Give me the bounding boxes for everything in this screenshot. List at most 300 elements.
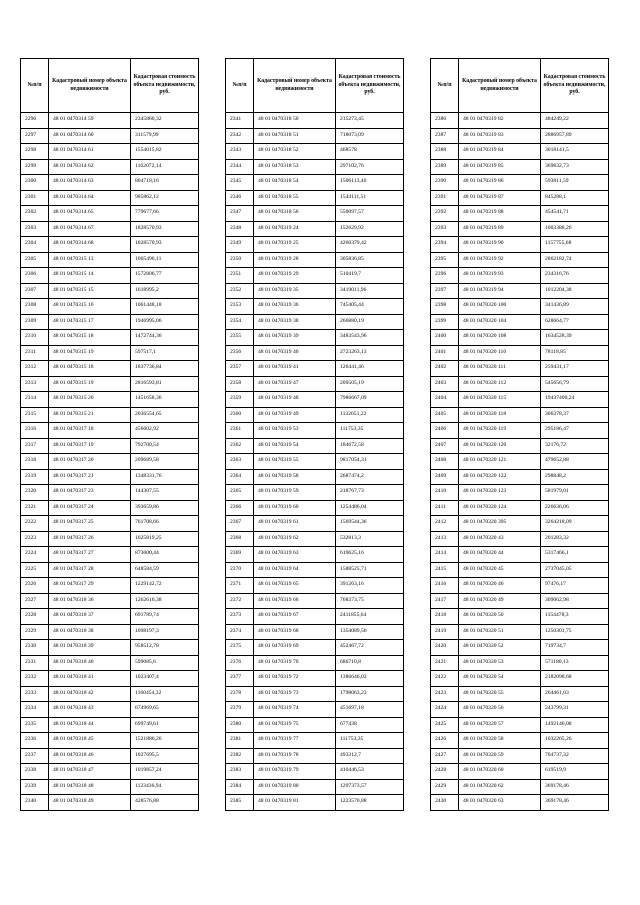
cadastral-value: 297102,76 [336,159,404,175]
cadastral-number: 48 01 0470320 108 [459,330,541,346]
row-number: 2350 [226,252,254,268]
table-row [431,500,609,516]
table-row [431,655,609,671]
table-row [21,469,199,485]
table-row [431,779,609,795]
cadastral-value: 745405,44 [336,299,404,315]
cadastral-value: 691789,74 [131,609,199,625]
row-number: 2358 [226,376,254,392]
table-row [226,640,404,656]
table-row [431,252,609,268]
cadastral-value: 1132651,22 [336,407,404,423]
cadastral-value: 1098197,3 [131,624,199,640]
cadastral-number: 48 01 0470319 85 [459,159,541,175]
cadastral-value: 1061448,18 [131,299,199,315]
row-number: 2386 [431,113,459,129]
row-number: 2338 [21,764,49,780]
row-number: 2405 [431,407,459,423]
table-row [431,206,609,222]
row-number: 2412 [431,516,459,532]
cadastral-value: 1828570,93 [131,237,199,253]
table-row [226,237,404,253]
table-row [431,221,609,237]
cadastral-number: 48 01 0470319 60 [254,500,336,516]
table-row [226,345,404,361]
table-row [431,376,609,392]
table-row [431,702,609,718]
table-row [226,454,404,470]
cadastral-number: 48 01 0470319 59 [254,485,336,501]
cadastral-value: 393659,86 [131,500,199,516]
table-row [226,113,404,129]
row-number: 2356 [226,345,254,361]
cadastral-value: 126441,46 [336,361,404,377]
row-number: 2417 [431,593,459,609]
cadastral-value: 184672,58 [336,438,404,454]
table-row [226,175,404,191]
cadastral-value: 1023407,4 [131,671,199,687]
row-number: 2397 [431,283,459,299]
cadastral-value: 768373,75 [336,593,404,609]
header-num: №п/п [226,59,254,113]
table-row [226,547,404,563]
cadastral-number: 48 01 0470319 93 [459,268,541,284]
cadastral-value: 958512,78 [131,640,199,656]
cadastral-value: 1472744,36 [131,330,199,346]
row-number: 2416 [431,578,459,594]
row-number: 2388 [431,144,459,160]
row-number: 2349 [226,237,254,253]
table-row [21,624,199,640]
cadastral-value: 369178,46 [541,795,609,811]
cadastral-value: 1506113,46 [336,175,404,191]
row-number: 2395 [431,252,459,268]
cadastral-number: 48 01 0470320 120 [459,438,541,454]
cadastral-value: 264461,03 [541,686,609,702]
row-number: 2425 [431,717,459,733]
row-number: 2403 [431,376,459,392]
cadastral-value: 306378,37 [541,407,609,423]
table-row [226,485,404,501]
table-row [226,159,404,175]
table-row [226,562,404,578]
cadastral-value: 295186,47 [541,423,609,439]
row-number: 2318 [21,454,49,470]
cadastral-value: 234316,76 [541,268,609,284]
table-row [21,407,199,423]
cadastral-value: 1569544,36 [336,516,404,532]
row-number: 2390 [431,175,459,191]
table-row [21,795,199,811]
row-number: 2402 [431,361,459,377]
table-row [226,438,404,454]
cadastral-value: 19437400,24 [541,392,609,408]
table-row [226,655,404,671]
table-row [21,733,199,749]
row-number: 2362 [226,438,254,454]
cadastral-value: 1554015,82 [131,144,199,160]
cadastral-value: 1828570,93 [131,221,199,237]
table-row [226,299,404,315]
row-number: 2344 [226,159,254,175]
table-row [431,113,609,129]
cadastral-value: 1019857,24 [131,764,199,780]
table-row [21,392,199,408]
cadastral-value: 719734,7 [541,640,609,656]
row-number: 2297 [21,128,49,144]
row-number: 2340 [21,795,49,811]
row-number: 2327 [21,593,49,609]
row-number: 2341 [226,113,254,129]
cadastral-value: 3018141,5 [541,144,609,160]
cadastral-number: 48 01 0470320 46 [459,578,541,594]
table-row [226,671,404,687]
cadastral-number: 48 01 0470319 40 [254,345,336,361]
table-row [226,779,404,795]
cadastral-value: 873600,44 [131,547,199,563]
table-row [226,795,404,811]
table-row [431,438,609,454]
table-row [226,407,404,423]
row-number: 2299 [21,159,49,175]
table-row [21,748,199,764]
row-number: 2383 [226,764,254,780]
row-number: 2304 [21,237,49,253]
cadastral-number: 48 01 0470318 37 [49,609,131,625]
cadastral-number: 48 01 0470320 121 [459,454,541,470]
row-number: 2343 [226,144,254,160]
table-row [21,640,199,656]
cadastral-value: 1348331,76 [131,469,199,485]
table-row [21,144,199,160]
cadastral-value: 1003388,26 [541,221,609,237]
cadastral-number: 48 01 0470320 53 [459,655,541,671]
row-number: 2333 [21,686,49,702]
row-number: 2351 [226,268,254,284]
row-number: 2361 [226,423,254,439]
cadastral-number: 48 01 0470319 72 [254,671,336,687]
cadastral-value: 1798063,23 [336,686,404,702]
table-row [226,578,404,594]
table-row [21,562,199,578]
cadastral-number: 48 01 0470315 19 [49,345,131,361]
table-row [431,175,609,191]
cadastral-number: 48 01 0470320 122 [459,469,541,485]
row-number: 2325 [21,562,49,578]
header-num: №п/п [431,59,459,113]
row-number: 2379 [226,702,254,718]
table-row [21,717,199,733]
cadastral-value: 2182098,68 [541,671,609,687]
cadastral-value: 1634528,39 [541,330,609,346]
cadastral-number: 48 01 0470315 18 [49,330,131,346]
cadastral-number: 48 01 0470319 88 [459,206,541,222]
row-number: 2298 [21,144,49,160]
row-number: 2311 [21,345,49,361]
cadastral-number: 48 01 0470320 110 [459,345,541,361]
cadastral-number: 48 01 0470314 63 [49,175,131,191]
cadastral-value: 2862182,74 [541,252,609,268]
cadastral-number: 48 01 0470318 48 [49,779,131,795]
cadastral-number: 48 01 0470318 45 [49,733,131,749]
cadastral-number: 48 01 0470318 52 [254,144,336,160]
table-row [431,407,609,423]
cadastral-value: 532813,3 [336,531,404,547]
table-row [21,376,199,392]
cadastral-number: 48 01 0470319 81 [254,795,336,811]
cadastral-number: 48 01 0470320 45 [459,562,541,578]
table-row [21,516,199,532]
header-cadastral-value: Кадастровая стоимость объекта недвижимости, руб. [131,59,199,113]
row-number: 2382 [226,748,254,764]
cadastral-number: 48 01 0470319 86 [459,175,541,191]
table-row [226,748,404,764]
row-number: 2377 [226,671,254,687]
cadastral-number: 48 01 0470317 20 [49,454,131,470]
row-number: 2316 [21,423,49,439]
cadastral-number: 48 01 0470314 62 [49,159,131,175]
row-number: 2387 [431,128,459,144]
table-row [431,454,609,470]
row-number: 2354 [226,314,254,330]
table-row [431,516,609,532]
cadastral-value: 2737045,05 [541,562,609,578]
row-number: 2360 [226,407,254,423]
cadastral-number: 48 01 0470319 62 [254,531,336,547]
table-row [21,578,199,594]
row-number: 2315 [21,407,49,423]
row-number: 2413 [431,531,459,547]
cadastral-number: 48 01 0470318 51 [254,128,336,144]
row-number: 2335 [21,717,49,733]
header-cadastral-number: Кадастровый номер объекта недвижимости [459,59,541,113]
cadastral-number: 48 01 0470320 104 [459,314,541,330]
row-number: 2337 [21,748,49,764]
cadastral-value: 78118,85 [541,345,609,361]
table-row [226,531,404,547]
cadastral-value: 5317466,1 [541,547,609,563]
row-number: 2324 [21,547,49,563]
cadastral-number: 48 01 0470314 67 [49,221,131,237]
cadastral-value: 599085,6 [131,655,199,671]
cadastral-number: 48 01 0470319 39 [254,330,336,346]
cadastral-number: 48 01 0470320 49 [459,593,541,609]
cadastral-number: 48 01 0470314 59 [49,113,131,129]
cadastral-value: 410446,53 [336,764,404,780]
cadastral-number: 48 01 0470320 59 [459,748,541,764]
row-number: 2321 [21,500,49,516]
cadastral-number: 48 01 0470319 63 [254,547,336,563]
table-row [226,733,404,749]
row-number: 2372 [226,593,254,609]
row-number: 2366 [226,500,254,516]
cadastral-value: 648584,59 [131,562,199,578]
cadastral-number: 48 01 0470320 55 [459,686,541,702]
table-row [226,268,404,284]
cadastral-number: 48 01 0470318 55 [254,190,336,206]
table-row [21,500,199,516]
table-row [21,330,199,346]
row-number: 2308 [21,299,49,315]
row-number: 2394 [431,237,459,253]
cadastral-value: 2687474,2 [336,469,404,485]
cadastral-number: 48 01 0470317 25 [49,516,131,532]
cadastral-number: 48 01 0470315 20 [49,392,131,408]
cadastral-value: 550097,57 [336,206,404,222]
cadastral-number: 48 01 0470319 66 [254,593,336,609]
row-number: 2398 [431,299,459,315]
row-number: 2302 [21,206,49,222]
cadastral-number: 48 01 0470319 64 [254,562,336,578]
cadastral-value: 674969,65 [131,702,199,718]
row-number: 2393 [431,221,459,237]
table-row [226,361,404,377]
cadastral-number: 48 01 0470319 55 [254,454,336,470]
cadastral-number: 48 01 0470319 83 [459,128,541,144]
cadastral-value: 1154478,3 [541,609,609,625]
cadastral-number: 48 01 0470314 68 [49,237,131,253]
cadastral-number: 48 01 0470319 35 [254,283,336,299]
row-number: 2389 [431,159,459,175]
cadastral-value: 111753,35 [336,733,404,749]
table-row [431,128,609,144]
cadastral-number: 48 01 0470320 63 [459,795,541,811]
row-number: 2334 [21,702,49,718]
table-row [21,593,199,609]
cadastral-number: 48 01 0470315 15 [49,283,131,299]
row-number: 2375 [226,640,254,656]
cadastral-value: 479652,88 [541,454,609,470]
row-number: 2406 [431,423,459,439]
row-number: 2329 [21,624,49,640]
table-row [21,485,199,501]
cadastral-value: 243799,31 [541,702,609,718]
cadastral-number: 48 01 0470319 54 [254,438,336,454]
cadastral-value: 1521886,26 [131,733,199,749]
cadastral-value: 259431,17 [541,361,609,377]
table-row [21,547,199,563]
table-row [431,485,609,501]
table-row [21,779,199,795]
table-row [21,438,199,454]
cadastral-number: 48 01 0470319 25 [254,237,336,253]
row-number: 2411 [431,500,459,516]
row-number: 2396 [431,268,459,284]
row-number: 2336 [21,733,49,749]
cadastral-value: 597517,1 [131,345,199,361]
row-number: 2427 [431,748,459,764]
cadastral-number: 48 01 0470319 73 [254,686,336,702]
cadastral-number: 48 01 0470314 61 [49,144,131,160]
table-row [21,237,199,253]
cadastral-number: 48 01 0470315 18 [49,361,131,377]
row-number: 2320 [21,485,49,501]
row-number: 2330 [21,640,49,656]
header-cadastral-number: Кадастровый номер объекта недвижимости [254,59,336,113]
cadastral-number: 48 01 0470320 124 [459,500,541,516]
cadastral-number: 48 01 0470318 43 [49,702,131,718]
cadastral-value: 7986667,09 [336,392,404,408]
cadastral-value: 201283,32 [541,531,609,547]
table-row [431,345,609,361]
cadastral-value: 97476,17 [541,578,609,594]
cadastral-value: 1544111,51 [336,190,404,206]
table-row [21,175,199,191]
cadastral-value: 1354089,56 [336,624,404,640]
table-row [21,671,199,687]
cadastral-number: 48 01 0470315 21 [49,407,131,423]
cadastral-value: 209505,19 [336,376,404,392]
row-number: 2373 [226,609,254,625]
cadastral-value: 1162072,14 [131,159,199,175]
cadastral-value: 985862,12 [131,190,199,206]
cadastral-number: 48 01 0470318 41 [49,671,131,687]
cadastral-value: 718073,09 [336,128,404,144]
cadastral-number: 48 01 0470320 51 [459,624,541,640]
cadastral-number: 48 01 0470320 115 [459,392,541,408]
cadastral-number: 48 01 0470315 16 [49,299,131,315]
cadastral-value: 677438 [336,717,404,733]
table-row [431,733,609,749]
row-number: 2376 [226,655,254,671]
cadastral-number: 48 01 0470319 65 [254,578,336,594]
row-number: 2414 [431,547,459,563]
cadastral-number: 48 01 0470319 61 [254,516,336,532]
cadastral-number: 48 01 0470319 41 [254,361,336,377]
table-row [21,190,199,206]
header-cadastral-number: Кадастровый номер объекта недвижимости [49,59,131,113]
cadastral-value: 1123436,94 [131,779,199,795]
cadastral-value: 804718,16 [131,175,199,191]
row-number: 2369 [226,547,254,563]
table-row [431,671,609,687]
row-number: 2399 [431,314,459,330]
row-number: 2310 [21,330,49,346]
cadastral-number: 48 01 0470319 90 [459,237,541,253]
row-number: 2419 [431,624,459,640]
cadastral-number: 48 01 0470319 48 [254,392,336,408]
row-number: 2415 [431,562,459,578]
table-row [21,655,199,671]
cadastral-number: 48 01 0470320 54 [459,671,541,687]
cadastral-value: 581979,01 [541,485,609,501]
cadastral-value: 209689,58 [131,454,199,470]
cadastral-value: 1386646,03 [336,671,404,687]
cadastral-number: 48 01 0470320 43 [459,531,541,547]
cadastral-number: 48 01 0470318 44 [49,717,131,733]
row-number: 2322 [21,516,49,532]
table-row [21,268,199,284]
row-number: 2392 [431,206,459,222]
cadastral-value: 2886957,89 [541,128,609,144]
cadastral-value: 1837736,84 [131,361,199,377]
row-number: 2407 [431,438,459,454]
row-number: 2385 [226,795,254,811]
cadastral-number: 48 01 0470318 53 [254,159,336,175]
row-number: 2368 [226,531,254,547]
row-number: 2306 [21,268,49,284]
cadastral-number: 48 01 0470317 23 [49,485,131,501]
row-number: 2401 [431,345,459,361]
cadastral-value: 1027695,5 [131,748,199,764]
table-row [431,624,609,640]
cadastral-number: 48 01 0470314 64 [49,190,131,206]
row-number: 2332 [21,671,49,687]
row-number: 2410 [431,485,459,501]
cadastral-number: 48 01 0470317 19 [49,438,131,454]
row-number: 2381 [226,733,254,749]
cadastral-value: 451697,18 [336,702,404,718]
